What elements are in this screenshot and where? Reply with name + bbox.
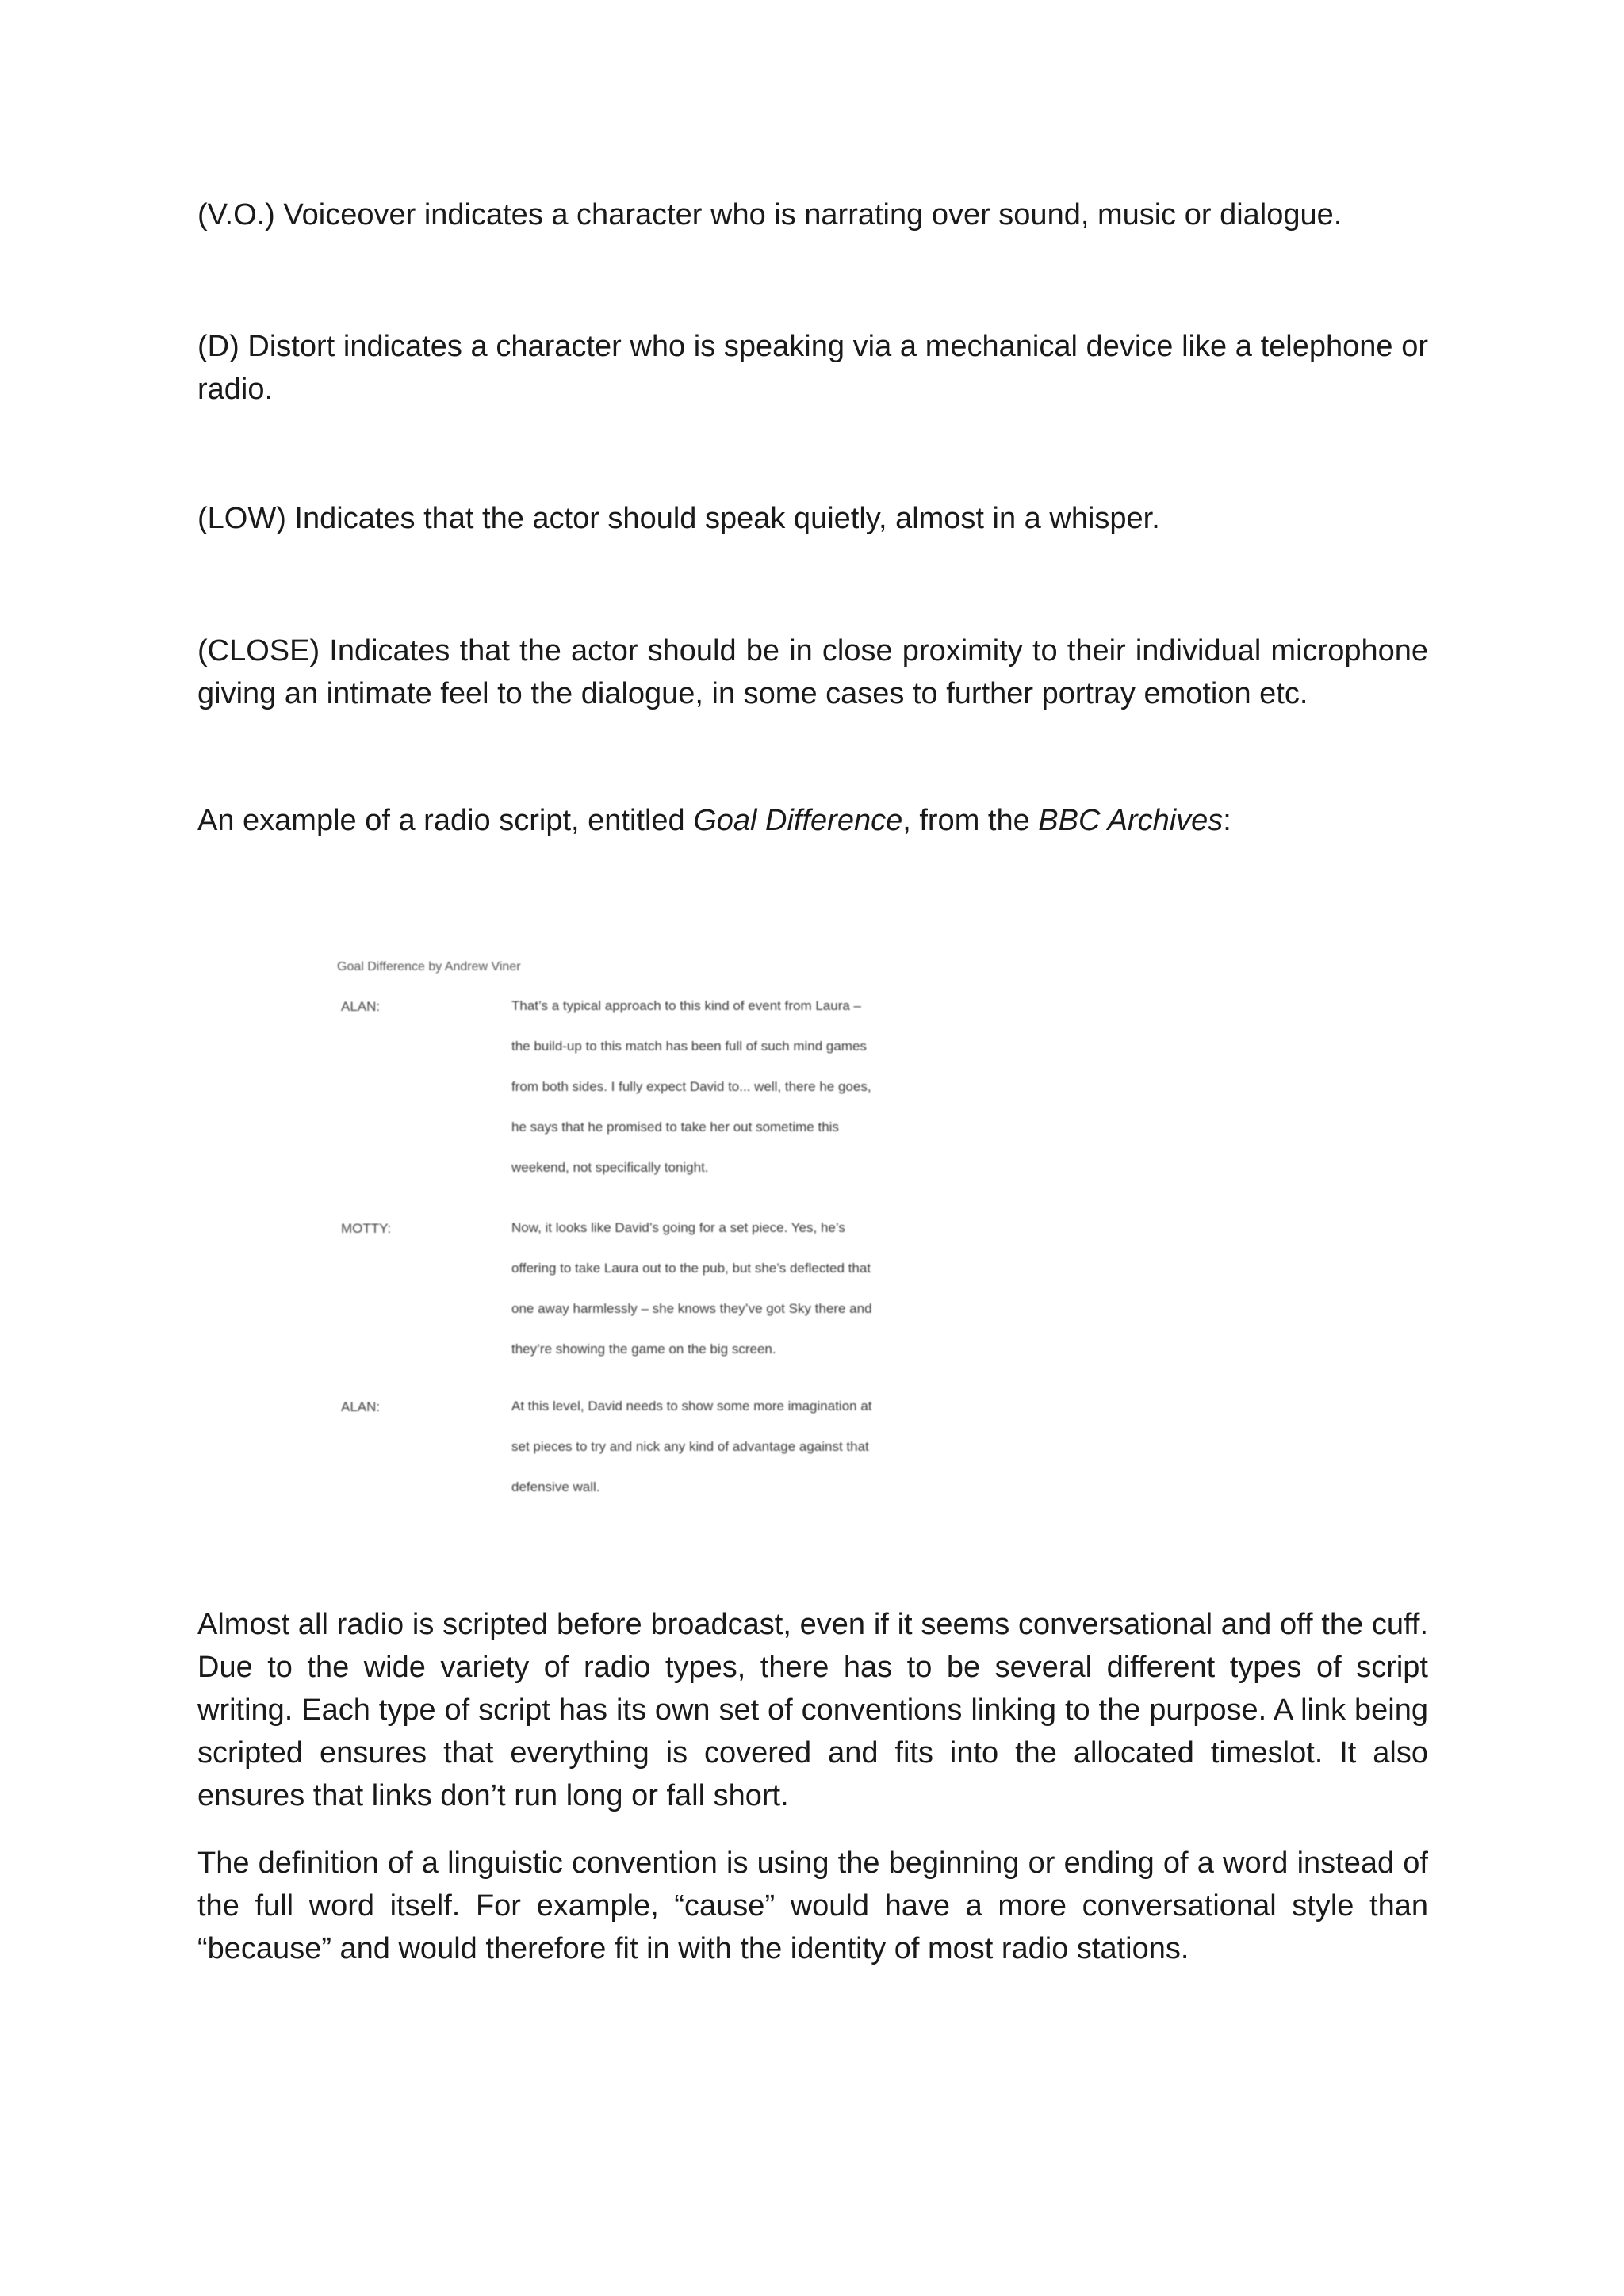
linguistic-convention-paragraph: The definition of a linguistic convention is using the beginning or ending of a word instead of the full word itself. For example, “cause” would have a more conversational style than “because” and would therefore fit in with the identity of most radio stations.: [197, 1846, 1428, 1965]
script-title-reference: Goal Difference: [693, 804, 903, 837]
script-line: they’re showing the game on the big screen.: [511, 1341, 776, 1357]
script-line: from both sides. I fully expect David to... well, there he goes,: [511, 1079, 871, 1094]
script-line: weekend, not specifically tonight.: [511, 1160, 709, 1175]
scripting-paragraph: Almost all radio is scripted before broadcast, even if it seems conversational and off the cuff. Due to the wide variety of radio types, there has to be several different types of script writing. Each type of script has its own set of conventions linking to the purpose. A link being scripted ensures that everything is covered and fits into the allocated timeslot. It also ensures that links don’t run long or fall short.: [197, 1608, 1428, 1812]
speaker-label: ALAN:: [341, 1399, 381, 1414]
script-excerpt-title: Goal Difference by Andrew Viner: [337, 960, 521, 974]
radio-script-excerpt: [333, 947, 1015, 1518]
script-line: set pieces to try and nick any kind of advantage against that: [511, 1439, 869, 1454]
script-line: defensive wall.: [511, 1479, 600, 1494]
example-intro-text-2: , from the: [902, 804, 1039, 837]
script-line: At this level, David needs to show some more imagination at: [511, 1399, 872, 1414]
example-intro: [197, 799, 1428, 842]
distort-definition: (D) Distort indicates a character who is speaking via a mechanical device like a telephone or radio.: [197, 330, 1428, 406]
close-definition: (CLOSE) Indicates that the actor should be in close proximity to their individual microphone giving an intimate feel to the dialogue, in some cases to further portray emotion etc.: [197, 634, 1428, 710]
example-intro-text-3: :: [1223, 804, 1231, 837]
speaker-label: ALAN:: [341, 999, 381, 1014]
script-line: one away harmlessly – she knows they’ve got Sky there and: [511, 1301, 872, 1316]
low-definition: (LOW) Indicates that the actor should speak quietly, almost in a whisper.: [197, 502, 1160, 535]
speaker-label: MOTTY:: [341, 1221, 392, 1236]
script-line: Now, it looks like David’s going for a set piece. Yes, he’s: [511, 1220, 845, 1235]
script-line: That’s a typical approach to this kind of event from Laura –: [511, 998, 861, 1013]
voiceover-definition: (V.O.) Voiceover indicates a character who is narrating over sound, music or dialogue.: [197, 198, 1342, 232]
script-line: the build-up to this match has been full of such mind games: [511, 1039, 867, 1054]
script-line: offering to take Laura out to the pub, but she’s deflected that: [511, 1261, 871, 1276]
example-intro-text-1: An example of a radio script, entitled: [197, 804, 694, 837]
source-reference: BBC Archives: [1038, 804, 1224, 837]
script-line: he says that he promised to take her out sometime this: [511, 1119, 839, 1135]
